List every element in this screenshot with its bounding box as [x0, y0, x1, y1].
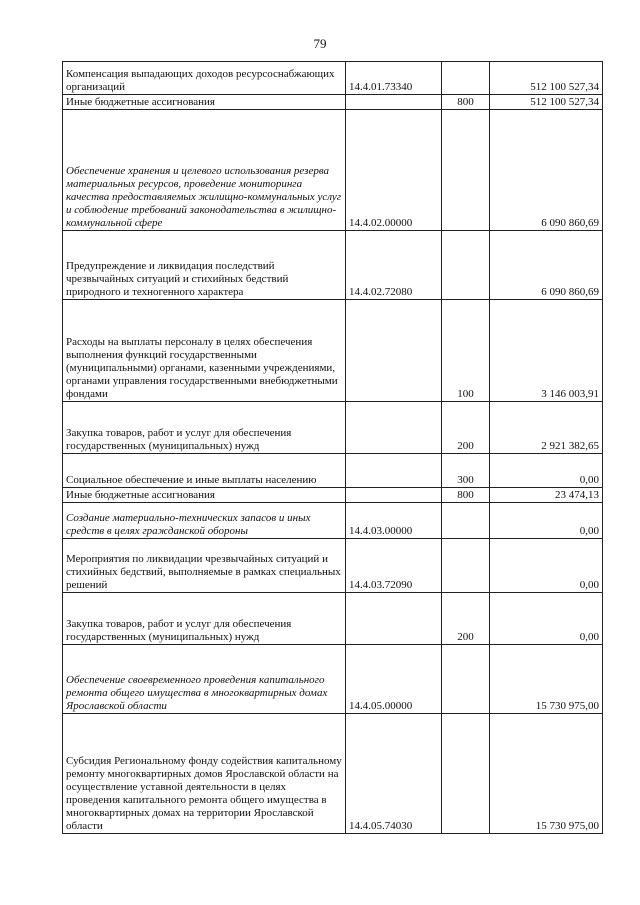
row-code: 14.4.05.74030 — [346, 714, 442, 834]
row-name: Создание материально-технических запасов и иных средств в целях гражданской обороны — [63, 503, 346, 539]
row-expense-type — [442, 62, 490, 95]
row-name: Обеспечение своевременного проведения капитального ремонта общего имущества в многоквартирных домах Ярославской области — [63, 645, 346, 714]
row-code: 14.4.05.00000 — [346, 645, 442, 714]
row-name: Предупреждение и ликвидация последствий чрезвычайных ситуаций и стихийных бедствий природного и техногенного характера — [63, 231, 346, 300]
row-name: Компенсация выпадающих доходов ресурсоснабжающих организаций — [63, 62, 346, 95]
row-name: Субсидия Региональному фонду содействия капитальному ремонту многоквартирных домов Ярославской области на осуществление уставной деятельности в целях проведения капитального ремонта общего имущества в многоквартирных домах на территории Ярославской области — [63, 714, 346, 834]
row-code: 14.4.03.72090 — [346, 539, 442, 593]
row-name: Мероприятия по ликвидации чрезвычайных ситуаций и стихийных бедствий, выполняемые в рамках специальных решений — [63, 539, 346, 593]
row-expense-type: 200 — [442, 402, 490, 454]
row-expense-type — [442, 231, 490, 300]
row-expense-type: 300 — [442, 454, 490, 488]
row-expense-type — [442, 539, 490, 593]
row-name: Иные бюджетные ассигнования — [63, 95, 346, 110]
table-row — [63, 95, 603, 110]
row-sum: 23 474,13 — [490, 488, 603, 503]
row-name: Закупка товаров, работ и услуг для обеспечения государственных (муниципальных) нужд — [63, 402, 346, 454]
table-row — [63, 300, 603, 402]
row-sum: 15 730 975,00 — [490, 645, 603, 714]
row-code — [346, 300, 442, 402]
row-code — [346, 488, 442, 503]
row-expense-type — [442, 503, 490, 539]
budget-table-body — [63, 62, 603, 834]
row-code: 14.4.01.73340 — [346, 62, 442, 95]
row-sum: 512 100 527,34 — [490, 95, 603, 110]
table-row — [63, 593, 603, 645]
table-row — [63, 503, 603, 539]
row-code — [346, 402, 442, 454]
table-row — [63, 488, 603, 503]
row-sum: 0,00 — [490, 503, 603, 539]
row-expense-type — [442, 110, 490, 231]
row-sum: 15 730 975,00 — [490, 714, 603, 834]
row-name: Обеспечение хранения и целевого использования резерва материальных ресурсов, проведение мониторинга качества предоставляемых жилищно-коммунальных услуг и соблюдение требований законодательства в жилищно-коммунальной сфере — [63, 110, 346, 231]
row-sum: 0,00 — [490, 539, 603, 593]
row-code: 14.4.02.72080 — [346, 231, 442, 300]
row-code: 14.4.03.00000 — [346, 503, 442, 539]
table-row — [63, 62, 603, 95]
table-row — [63, 402, 603, 454]
row-name: Иные бюджетные ассигнования — [63, 488, 346, 503]
table-row — [63, 231, 603, 300]
row-sum: 0,00 — [490, 454, 603, 488]
table-row — [63, 454, 603, 488]
row-sum: 0,00 — [490, 593, 603, 645]
page-number: 79 — [313, 36, 327, 51]
row-sum: 6 090 860,69 — [490, 231, 603, 300]
budget-table — [62, 61, 603, 834]
table-row — [63, 539, 603, 593]
table-row — [63, 645, 603, 714]
row-sum: 6 090 860,69 — [490, 110, 603, 231]
row-name: Расходы на выплаты персоналу в целях обеспечения выполнения функций государственными (муниципальными) органами, казенными учреждениями, органами управления государственными внебюджетными фондами — [63, 300, 346, 402]
row-code: 14.4.02.00000 — [346, 110, 442, 231]
row-sum: 2 921 382,65 — [490, 402, 603, 454]
table-row — [63, 110, 603, 231]
row-code — [346, 95, 442, 110]
table-row — [63, 714, 603, 834]
row-name: Закупка товаров, работ и услуг для обеспечения государственных (муниципальных) нужд — [63, 593, 346, 645]
row-expense-type: 200 — [442, 593, 490, 645]
row-expense-type — [442, 714, 490, 834]
row-expense-type: 100 — [442, 300, 490, 402]
row-name: Социальное обеспечение и иные выплаты населению — [63, 454, 346, 488]
row-sum: 512 100 527,34 — [490, 62, 603, 95]
row-expense-type: 800 — [442, 488, 490, 503]
row-expense-type — [442, 645, 490, 714]
row-expense-type: 800 — [442, 95, 490, 110]
row-code — [346, 454, 442, 488]
row-sum: 3 146 003,91 — [490, 300, 603, 402]
row-code — [346, 593, 442, 645]
